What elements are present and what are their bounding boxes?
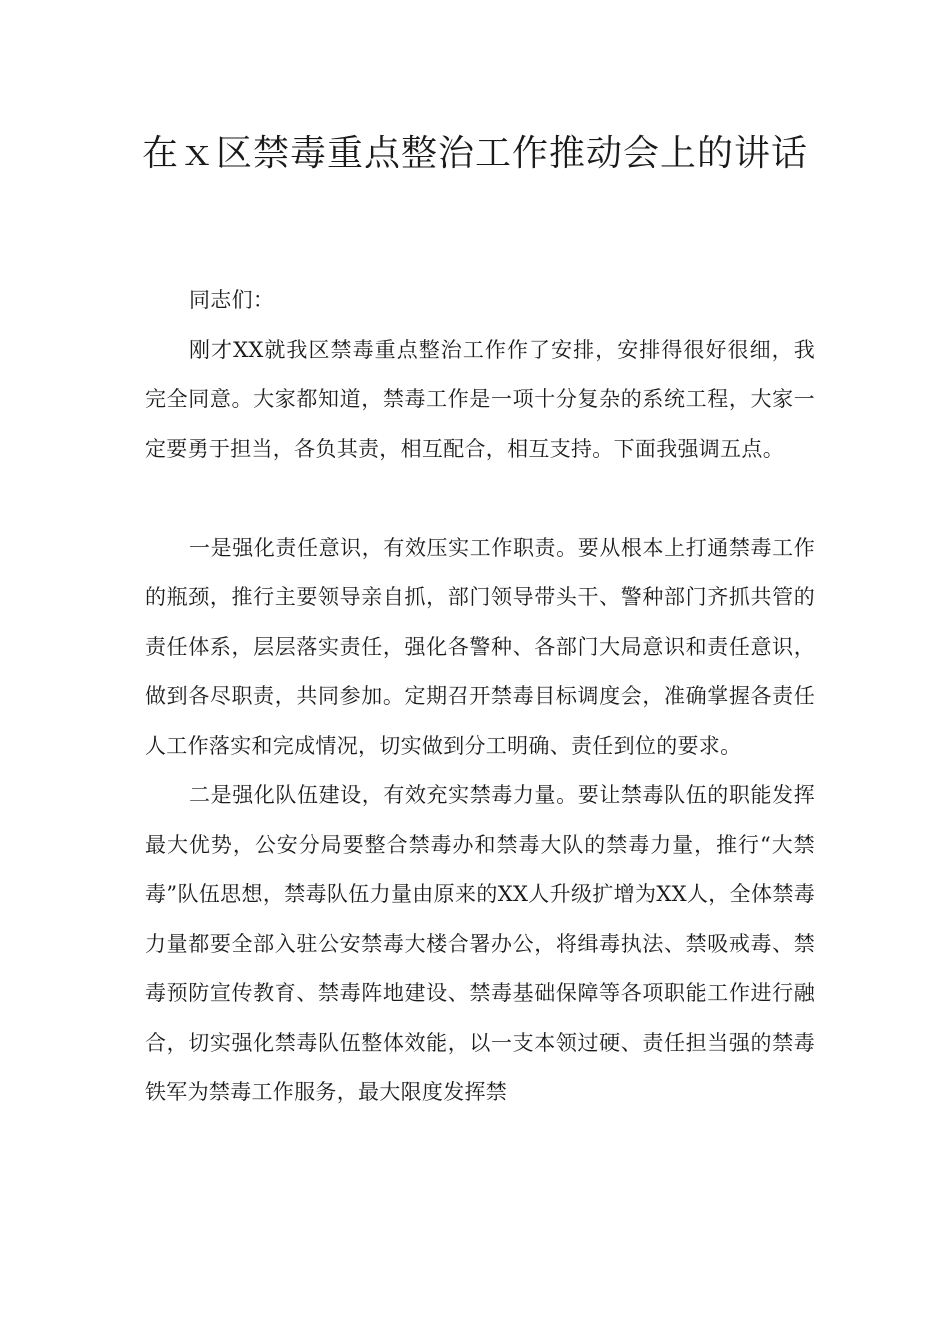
document-title: 在ｘ区禁毒重点整治工作推动会上的讲话	[141, 133, 808, 174]
paragraph-point-one: 一是强化责任意识，有效压实工作职责。要从根本上打通禁毒工作的瓶颈，推行主要领导亲自抓，部门领导带头干、警种部门齐抓共管的责任体系，层层落实责任，强化各警种、各部门大局意识和责任意识，做到各尽职责，共同参加。定期召开禁毒目标调度会，准确掌握各责任人工作落实和完成情况，切实做到分工明确、责任到位的要求。	[145, 535, 815, 758]
paragraph-intro: 刚才XX就我区禁毒重点整治工作作了安排，安排得很好很细，我完全同意。大家都知道，禁毒工作是一项十分复杂的系统工程，大家一定要勇于担当，各负其责，相互配合，相互支持。下面我强调五点。	[145, 337, 815, 461]
document-body	[145, 276, 815, 1118]
paragraph-point-two: 二是强化队伍建设，有效充实禁毒力量。要让禁毒队伍的职能发挥最大优势，公安分局要整合禁毒办和禁毒大队的禁毒力量，推行“大禁毒”队伍思想，禁毒队伍力量由原来的XX人升级扩增为XX人，全体禁毒力量都要全部入驻公安禁毒大楼合署办公，将缉毒执法、禁吸戒毒、禁毒预防宣传教育、禁毒阵地建设、禁毒基础保障等各项职能工作进行融合，切实强化禁毒队伍整体效能，以一支本领过硬、责任担当强的禁毒铁军为禁毒工作服务，最大限度发挥禁	[145, 783, 815, 1104]
salutation: 同志们：	[189, 288, 275, 312]
paragraph-spacer	[145, 474, 815, 524]
